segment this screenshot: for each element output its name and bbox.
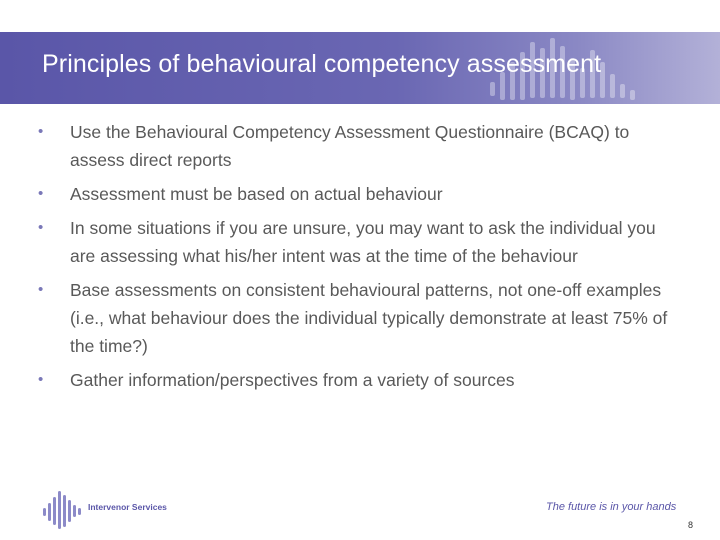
bullet-list [38,118,678,400]
title-bar [0,32,720,104]
bullet-text: Base assessments on consistent behavioural patterns, not one-off examples (i.e., what behaviour does the individual typically demonstrate at least 75% of the time?) [70,280,668,356]
bullet-marker: • [38,281,44,298]
slide-title: Principles of behavioural competency assessment [42,50,602,78]
sound-bars-logo-icon [42,488,82,532]
logo-text: Intervenor Services [88,502,167,512]
bullet-text: Use the Behavioural Competency Assessment Questionnaire (BCAQ) to assess direct reports [70,122,630,170]
bullet-item [38,118,678,174]
bullet-text: In some situations if you are unsure, you may want to ask the individual you are assessing what his/her intent was at the time of the behaviour [70,218,656,266]
bullet-item [38,214,678,270]
bullet-marker: • [38,371,44,388]
bullet-marker: • [38,123,44,140]
bullet-text: Gather information/perspectives from a variety of sources [70,370,515,390]
page-number: 8 [688,520,694,530]
bullet-item [38,276,678,360]
intervenor-services-logo [42,488,202,532]
bullet-marker: • [38,185,44,202]
tagline: The future is in your hands [546,501,677,513]
bullet-item [38,180,678,208]
bullet-item [38,366,678,394]
bullet-text: Assessment must be based on actual behaviour [70,184,443,204]
bullet-marker: • [38,219,44,236]
